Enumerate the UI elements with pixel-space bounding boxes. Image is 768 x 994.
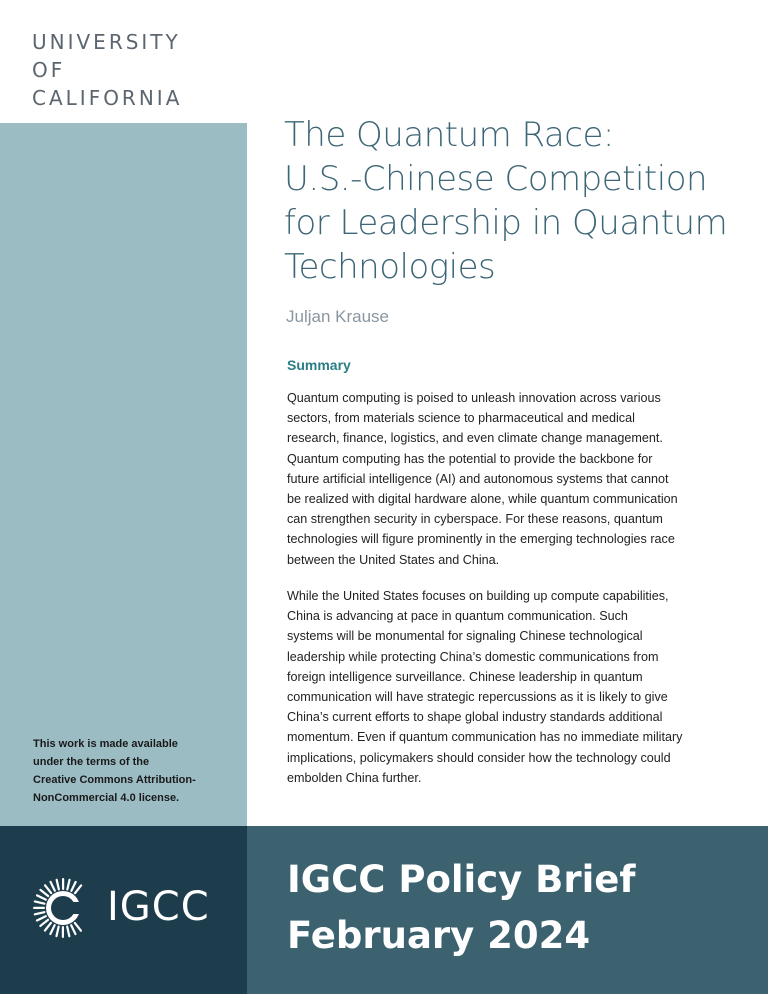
paragraph-line: systems will be monumental for signaling Chinese technological (287, 629, 643, 644)
starburst-ray (66, 925, 71, 937)
paragraph-line: foreign intelligence surveillance. Chinese leadership in quantum (287, 669, 643, 684)
title-line-1: The Quantum Race: (284, 115, 614, 155)
paragraph-line: China is advancing at pace in quantum communication. Such (287, 609, 628, 624)
paragraph-line: momentum. Even if quantum communication has no immediate military (287, 730, 683, 745)
license-line: under the terms of the (33, 756, 150, 768)
paragraph-line: future artificial intelligence (AI) and autonomous systems that cannot (287, 471, 669, 486)
paragraph-line: China’s current efforts to shape global industry standards additional (287, 710, 663, 725)
page-title (284, 113, 744, 289)
summary-heading: Summary (287, 357, 351, 373)
paragraph-line: be realized with digital hardware alone, while quantum communication (287, 492, 678, 507)
starburst-ray (55, 878, 60, 890)
summary-paragraph-1 (287, 388, 727, 570)
author-name: Juljan Krause (286, 307, 390, 326)
footer-title-panel (247, 826, 768, 994)
paragraph-line: leadership while protecting China’s domestic communications from (287, 649, 659, 664)
starburst-ray (33, 907, 45, 909)
license-notice (33, 735, 233, 807)
publication-date: February 2024 (287, 914, 591, 957)
summary-paragraph-2 (287, 586, 727, 788)
license-line: This work is made available (33, 738, 178, 750)
paragraph-line: research, finance, logistics, and even climate change management. (287, 431, 663, 446)
logo-line-2: OF (32, 58, 66, 82)
igcc-logo-text: IGCC (107, 884, 210, 930)
license-line: Creative Commons Attribution- (33, 774, 196, 786)
paragraph-line: embolden China further. (287, 770, 422, 785)
paragraph-line: Quantum computing is poised to unleash innovation across various (287, 391, 661, 405)
paragraph-line: While the United States focuses on building up compute capabilities, (287, 589, 669, 603)
university-of-california-logo (32, 28, 182, 112)
paragraph-line: can strengthen security in cyberspace. For these reasons, quantum (287, 512, 663, 527)
starburst-ray (33, 911, 45, 916)
paragraph-line: communication will have strategic repercussions as it is likely to give (287, 690, 668, 705)
paragraph-line: sectors, from materials science to pharmaceutical and medical (287, 411, 635, 426)
igcc-starburst-icon (31, 876, 95, 940)
starburst-ray (66, 879, 71, 891)
starburst-ray (62, 926, 64, 938)
paragraph-line: between the United States and China. (287, 552, 500, 567)
starburst-ray (34, 900, 46, 905)
title-line-4: Technologies (284, 247, 496, 287)
starburst-ray (55, 925, 60, 937)
side-color-band (0, 123, 247, 826)
logo-line-1: UNIVERSITY (32, 30, 181, 54)
starburst-ray (62, 878, 64, 890)
paragraph-line: Quantum computing has the potential to provide the backbone for (287, 451, 653, 466)
title-line-3: for Leadership in Quantum (284, 203, 728, 243)
title-line-2: U.S.-Chinese Competition (284, 159, 708, 199)
paragraph-line: implications, policymakers should consider how the technology could (287, 750, 671, 765)
paragraph-line: technologies will figure prominently in the emerging technologies race (287, 532, 675, 547)
logo-line-3: CALIFORNIA (32, 86, 183, 110)
license-line: NonCommercial 4.0 license. (33, 792, 180, 804)
policy-brief-label: IGCC Policy Brief (287, 858, 636, 901)
